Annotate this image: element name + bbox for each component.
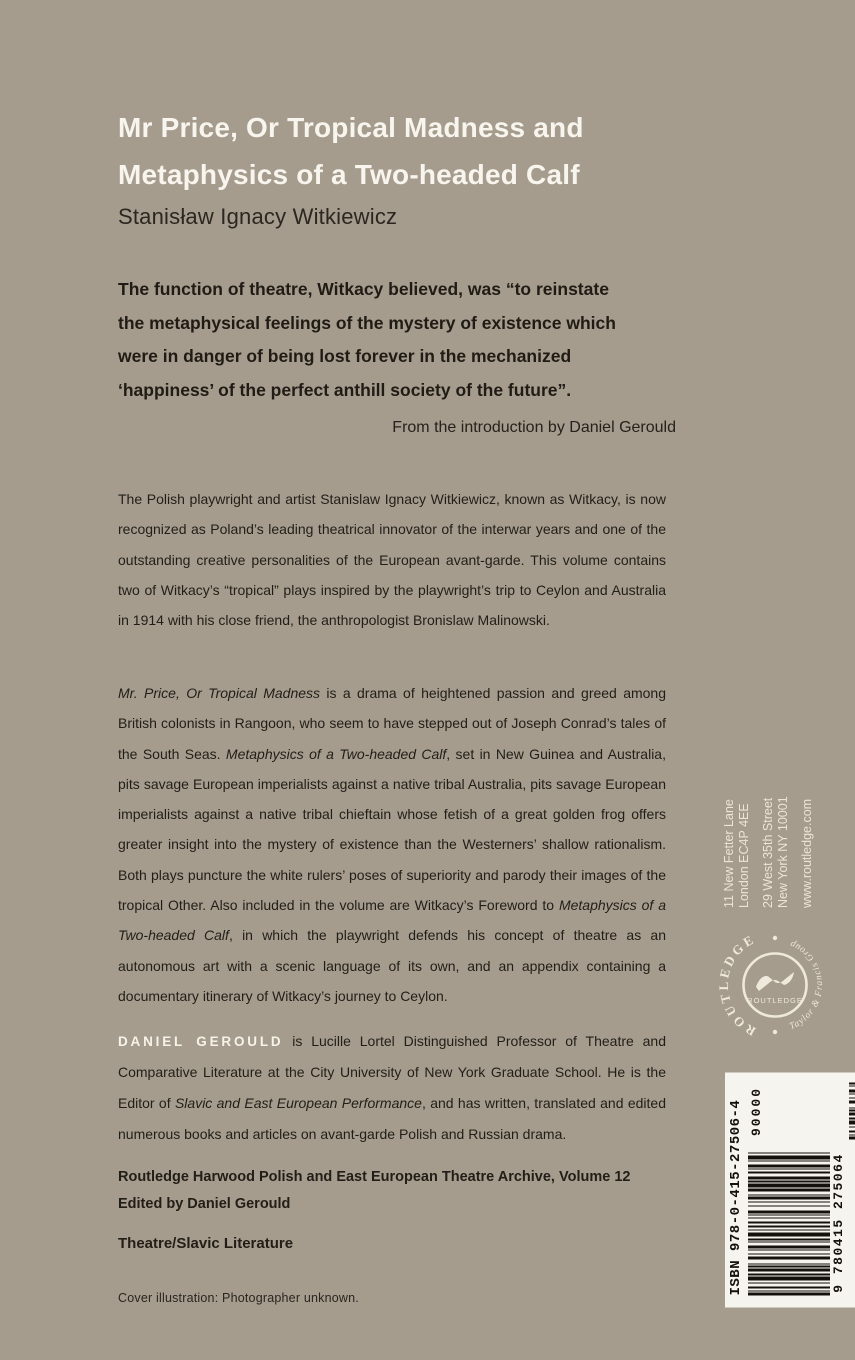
publisher-addresses-rotated bbox=[722, 776, 820, 908]
svg-text:ROUTLEDGE bbox=[716, 931, 758, 1039]
logo-ring-name: ROUTLEDGE bbox=[715, 930, 759, 1040]
isbn-barcode-block bbox=[725, 1072, 855, 1307]
logo-dot bbox=[773, 936, 777, 940]
editor-bio: DANIEL GEROULD is Lucille Lortel Distinguished Professor of Theatre and Comparative Literature at the City University of New York Graduate School. He is the Editor of Slavic and East European Performance, and has written, translated and edited numerous books and articles on avant-garde Polish and Russian drama. bbox=[118, 1033, 666, 1142]
address-new-york: 29 West 35th Street New York NY 10001 bbox=[761, 796, 790, 908]
logo-mark-label: ROUTLEDGE bbox=[747, 996, 803, 1005]
blurb-paragraph-1: The Polish playwright and artist Stanislaw Ignacy Witkiewicz, known as Witkacy, is now recognized as Poland’s leading theatrical innovator of the interwar years and one of the outstanding creative personalities of the European avant-garde. This volume contains two of Witkacy’s “tropical” plays inspired by the playwright’s trip to Ceylon and Australia in 1914 with his close friend, the anthropologist Bronislaw Malinowski. bbox=[118, 491, 666, 629]
logo-wave-mark bbox=[756, 972, 794, 991]
series-info: Routledge Harwood Polish and East European Theatre Archive, Volume 12 Edited by Daniel Gerould bbox=[118, 1169, 631, 1212]
book-title: Mr Price, Or Tropical Madness and Metaphysics of a Two-headed Calf bbox=[118, 111, 584, 190]
pull-quote: The function of theatre, Witkacy believed, was “to reinstate the metaphysical feelings of the mystery of existence which were in danger of being lost forever in the mechanized ‘happiness’ of the perfect anthill society of the future”. bbox=[118, 279, 616, 400]
quote-attribution: From the introduction by Daniel Gerould bbox=[392, 419, 676, 436]
routledge-logo-icon bbox=[712, 922, 838, 1048]
addon-digits: 90000 bbox=[749, 1086, 764, 1136]
address-london: 11 New Fetter Lane London EC4P 4EE bbox=[722, 799, 751, 908]
logo-ring-group: Taylor & Francis Group bbox=[788, 937, 826, 1033]
addon-barcode-icon bbox=[849, 1081, 855, 1139]
routledge-logo-svg bbox=[712, 922, 838, 1048]
ean-barcode-icon bbox=[748, 1150, 830, 1295]
isbn-label: ISBN 978-0-415-27506-4 bbox=[728, 1099, 744, 1295]
ean-digits: 9 780415 275064 bbox=[831, 1152, 846, 1293]
logo-dot bbox=[773, 1030, 777, 1034]
blurb-paragraph-2: Mr. Price, Or Tropical Madness is a drama of heightened passion and greed among British colonists in Rangoon, who seem to have stepped out of Joseph Conrad’s tales of the South Seas. Metaphysics of a Two-headed Calf, set in New Guinea and Australia, pits savage European imperialists against a native tribal Australia, pits savage European imperialists against a native tribal chieftain whose fetish of a great golden frog offers greater insight into the mystery of existence than the Westerners’ shallow rationalism. Both plays puncture the white rulers’ poses of superiority and parody their images of the tropical Other. Also included in the volume are Witkacy’s Foreword to Metaphysics of a Two-headed Calf, in which the playwright defends his concept of theatre as an autonomous art with a scenic language of its own, and an appendix containing a documentary itinerary of Witkacy’s journey to Ceylon. bbox=[118, 685, 667, 1004]
publisher-addresses bbox=[722, 776, 820, 908]
isbn-barcode-rotated bbox=[725, 1072, 855, 1307]
cover-illustration-credit: Cover illustration: Photographer unknown. bbox=[118, 1291, 359, 1305]
publisher-website: www.routledge.com bbox=[800, 798, 814, 908]
logo-inner-ring bbox=[744, 954, 807, 1017]
book-author: Stanisław Ignacy Witkiewicz bbox=[118, 204, 398, 229]
subject-category: Theatre/Slavic Literature bbox=[118, 1235, 294, 1252]
